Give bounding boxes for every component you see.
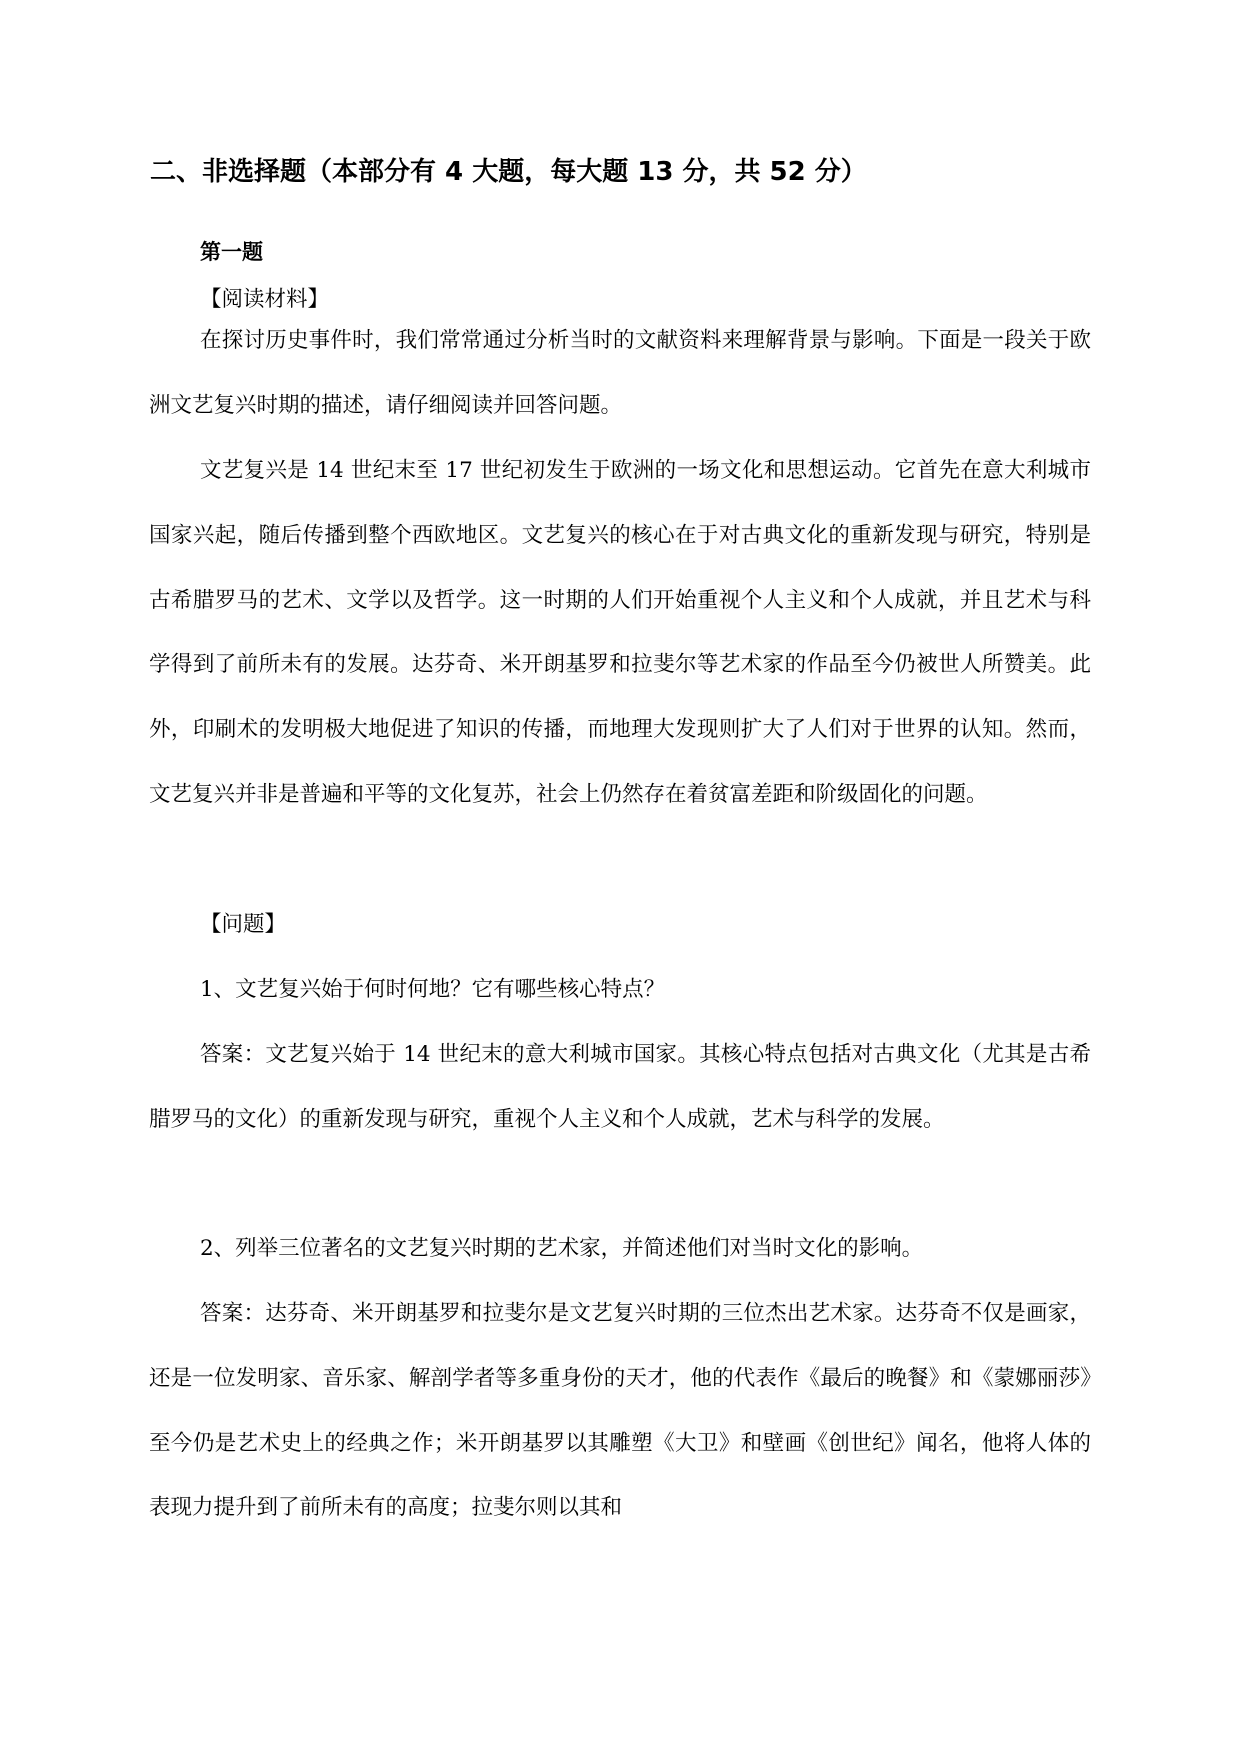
answer-2-text: 答案：达芬奇、米开朗基罗和拉斐尔是文艺复兴时期的三位杰出艺术家。达芬奇不仅是画家，还是一位发明家、音乐家、解剖学者等多重身份的天才，他的代表作《最后的晚餐》和《蒙娜丽莎》至今仍是艺术史上的经典之作；米开朗基罗以其雕塑《大卫》和壁画《创世纪》闻名，他将人体的表现力提升到了前所未有的高度；拉斐尔则以其和 [149, 1301, 1091, 1521]
intro-paragraph: 在探讨历史事件时，我们常常通过分析当时的文献资料来理解背景与影响。下面是一段关于欧洲文艺复兴时期的描述，请仔细阅读并回答问题。 [149, 328, 1091, 418]
questions-label: 【问题】 [200, 912, 287, 937]
section-title: 二、非选择题（本部分有 4 大题，每大题 13 分，共 52 分） [150, 157, 867, 187]
question-1-text: 1、文艺复兴始于何时何地？它有哪些核心特点？ [200, 977, 666, 1002]
material-label: 【阅读材料】 [200, 287, 330, 312]
question-2-text: 2、列举三位著名的文艺复兴时期的艺术家，并简述他们对当时文化的影响。 [200, 1236, 924, 1261]
material-paragraph: 文艺复兴是 14 世纪末至 17 世纪初发生于欧洲的一场文化和思想运动。它首先在意大利城市国家兴起，随后传播到整个西欧地区。文艺复兴的核心在于对古典文化的重新发现与研究，特别是古希腊罗马的艺术、文学以及哲学。这一时期的人们开始重视个人主义和个人成就，并且艺术与科学得到了前所未有的发展。达芬奇、米开朗基罗和拉斐尔等艺术家的作品至今仍被世人所赞美。此外，印刷术的发明极大地促进了知识的传播，而地理大发现则扩大了人们对于世界的认知。然而，文艺复兴并非是普遍和平等的文化复苏，社会上仍然存在着贫富差距和阶级固化的问题。 [149, 458, 1091, 807]
answer-1-text: 答案：文艺复兴始于 14 世纪末的意大利城市国家。其核心特点包括对古典文化（尤其是古希腊罗马的文化）的重新发现与研究，重视个人主义和个人成就，艺术与科学的发展。 [149, 1042, 1091, 1132]
question-heading: 第一题 [200, 240, 263, 264]
